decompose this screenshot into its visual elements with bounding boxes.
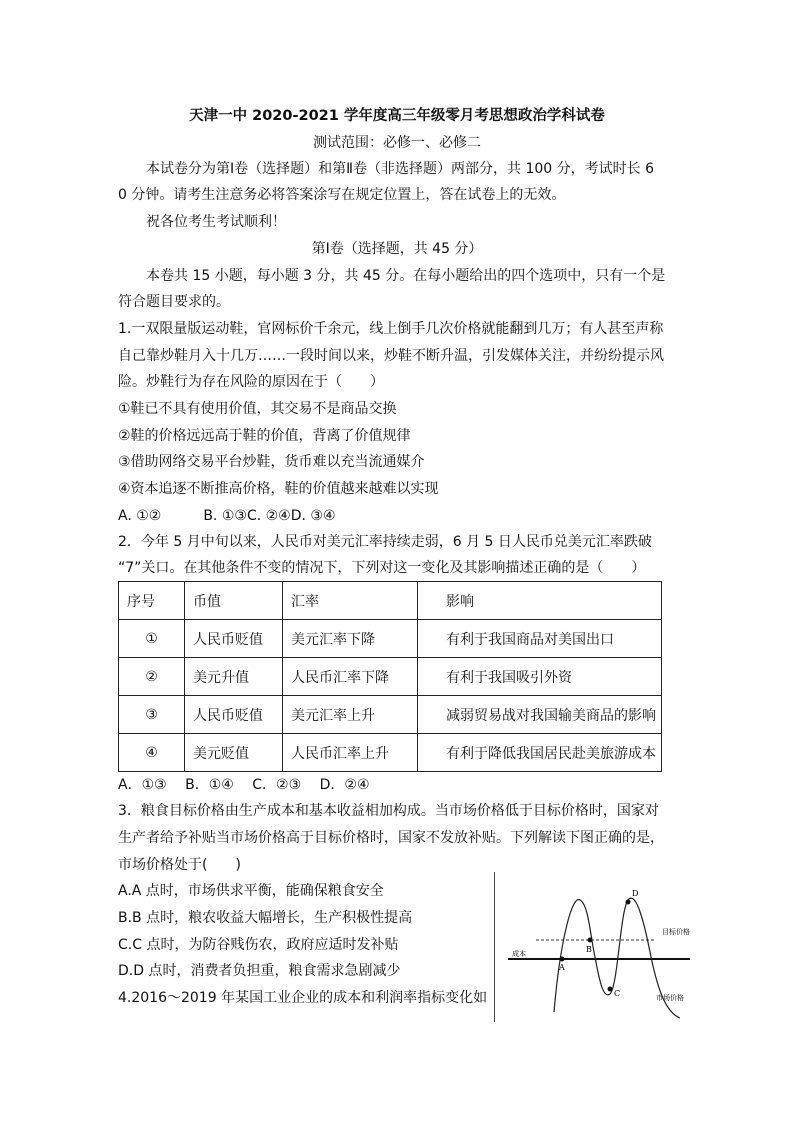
label-market-price: 市场价格: [656, 994, 684, 1002]
point-a: [560, 957, 565, 962]
table-cell: 美元汇率下降: [283, 620, 418, 658]
q3-stem-3: 市场价格处于( ): [118, 857, 241, 873]
q1-stem-2: 自己靠炒鞋月入十几万……一段时间以来，炒鞋不断升温，引发媒体关注，并纷纷提示风: [118, 348, 664, 364]
table-cell: 人民币贬值: [185, 620, 283, 658]
q3-option-c: C.C 点时，为防谷贱伤农，政府应适时发补贴: [118, 937, 399, 953]
q2-stem-2: “7”关口。在其他条件不变的情况下，下列对这一变化及其影响描述正确的是（ ）: [118, 560, 646, 576]
label-a: A: [559, 963, 565, 972]
table-header-row: [119, 582, 662, 620]
table-cell: ③: [119, 696, 185, 734]
table-cell: ②: [119, 658, 185, 696]
intro-line-1: 本试卷分为第Ⅰ卷（选择题）和第Ⅱ卷（非选择题）两部分，共 100 分，考试时长 6: [146, 161, 654, 177]
point-c: [608, 987, 613, 992]
q1-option-4: ④资本追逐不断推高价格，鞋的价值越来越难以实现: [118, 481, 439, 497]
table-row: [119, 620, 662, 658]
table-header-cell: 序号: [119, 582, 185, 620]
point-d: [626, 900, 631, 905]
table-cell: ④: [119, 734, 185, 772]
label-c: C: [614, 989, 621, 998]
table-cell: 有利于我国商品对美国出口: [418, 620, 662, 658]
table-header-cell: 汇率: [283, 582, 418, 620]
table-cell: 美元汇率上升: [283, 696, 418, 734]
q1-option-3: ③借助网络交易平台炒鞋，货币难以充当流通媒介: [118, 454, 425, 470]
label-d: D: [632, 889, 639, 898]
price-diagram: [494, 872, 694, 1020]
q1-stem-1: 1.一双限量版运动鞋，官网标价千余元，线上倒手几次价格就能翻到几万；有人甚至声称: [118, 321, 664, 337]
table-cell: 人民币汇率下降: [283, 658, 418, 696]
q3-option-a: A.A 点时，市场供求平衡，能确保粮食安全: [118, 883, 384, 899]
q3-option-b: B.B 点时，粮农收益大幅增长，生产积极性提高: [118, 910, 413, 926]
table-row: [119, 658, 662, 696]
table-cell: 减弱贸易战对我国输美商品的影响: [418, 696, 662, 734]
table-header-cell: 币值: [185, 582, 283, 620]
q2-answers: A．①③ B．①④ C．②③ D．②④: [118, 777, 370, 793]
section-title: 第Ⅰ卷（选择题，共 45 分）: [311, 241, 483, 257]
q3-stem-2: 生产者给予补贴当市场价格高于目标价格时，国家不发放补贴。下列解读下图正确的是，: [118, 830, 664, 846]
label-b: B: [586, 945, 592, 954]
table-cell: 人民币汇率上升: [283, 734, 418, 772]
q1-answers: A. ①② B. ①③C. ②④D. ③④: [118, 508, 336, 524]
table-row: [119, 696, 662, 734]
table-cell: ①: [119, 620, 185, 658]
table-cell: 有利于我国吸引外资: [418, 658, 662, 696]
section-desc-2: 符合题目要求的。: [118, 294, 230, 310]
table-cell: 美元贬值: [185, 734, 283, 772]
q1-stem-3: 险。炒鞋行为存在风险的原因在于（ ）: [118, 374, 384, 390]
intro-line-2: 0 分钟。请考生注意务必将答案涂写在规定位置上，答在试卷上的无效。: [118, 187, 566, 203]
section-desc-1: 本卷共 15 小题，每小题 3 分，共 45 分。在每小题给出的四个选项中，只有一个是: [146, 268, 666, 284]
q3-option-d: D.D 点时，消费者负担重，粮食需求急剧减少: [118, 963, 401, 979]
test-scope: 测试范围：必修一、必修二: [313, 135, 481, 151]
table-cell: 有利于降低我国居民赴美旅游成本: [418, 734, 662, 772]
table-cell: 人民币贬值: [185, 696, 283, 734]
q4-stem-1: 4.2016～2019 年某国工业企业的成本和利润率指标变化如: [118, 990, 488, 1006]
good-luck: 祝各位考生考试顺利！: [146, 214, 286, 230]
q1-option-1: ①鞋已不具有使用价值，其交易不是商品交换: [118, 401, 397, 417]
table-cell: 美元升值: [185, 658, 283, 696]
exam-title: 天津一中 2020-2021 学年度高三年级零月考思想政治学科试卷: [189, 108, 605, 124]
q2-stem-1: 2．今年 5 月中旬以来，人民币对美元汇率持续走弱，6 月 5 日人民币兑美元汇率跌破: [118, 534, 652, 550]
table-header-cell: 影响: [418, 582, 662, 620]
q2-table: [118, 581, 662, 772]
label-cost: 成本: [512, 950, 526, 958]
q3-stem-1: 3．粮食目标价格由生产成本和基本收益相加构成。当市场价格低于目标价格时，国家对: [118, 803, 659, 819]
label-target-price: 目标价格: [662, 928, 690, 936]
table-row: [119, 734, 662, 772]
point-b: [588, 938, 593, 943]
q1-option-2: ②鞋的价格远远高于鞋的价值，背离了价值规律: [118, 428, 411, 444]
